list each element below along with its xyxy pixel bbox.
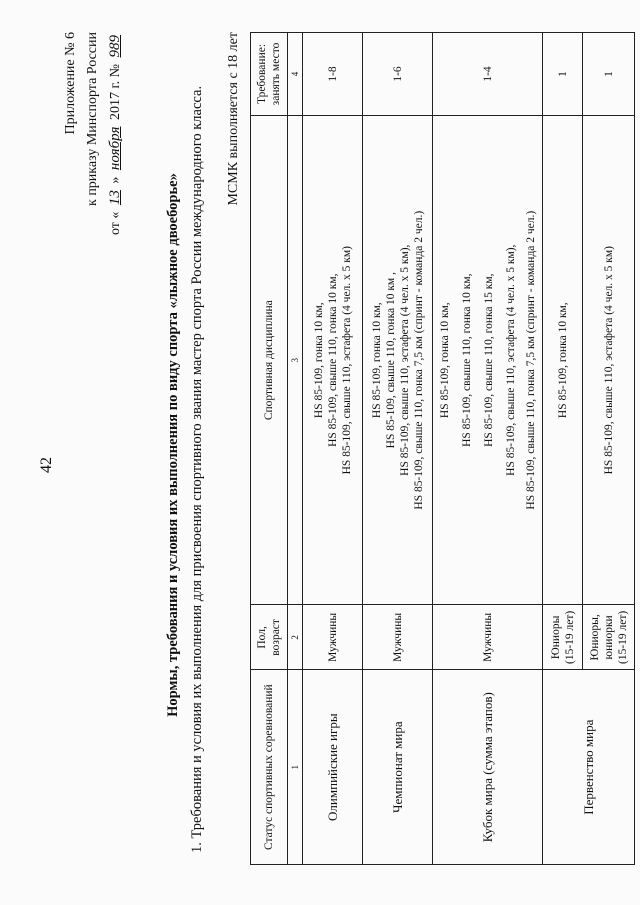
row-disciplines (543, 115, 583, 604)
row-place: 1-6 (363, 33, 433, 116)
discipline-item: HS 85-109, гонка 10 км, (370, 302, 383, 419)
header-gender-age: Пол, возраст (251, 605, 288, 670)
row-disciplines (583, 115, 635, 604)
header-discipline: Спортивная дисциплина (251, 115, 288, 604)
table-row (433, 33, 543, 865)
discipline-item: HS 85-109, гонка 10 км, (556, 302, 569, 419)
document-title: Нормы, требования и условия их выполнения по виду спорта «лыжное двоеборье» (165, 173, 181, 717)
order-date-mid: » (108, 176, 123, 184)
discipline-item: HS 85-109, свыше 110, гонка 7,5 км (спринт - команда 2 чел.) (524, 210, 537, 510)
discipline-item: HS 85-109, свыше 110, эстафета (4 чел. х 5 км) (602, 246, 615, 475)
appendix-line-2: к приказу Минспорта России (85, 32, 100, 206)
row-status: Первенство мира (543, 670, 635, 865)
discipline-item: HS 85-109, свыше 110, гонка 7,5 км (спринт - команда 2 чел.) (412, 210, 425, 510)
table-row (363, 33, 433, 865)
col-number: 3 (288, 115, 303, 604)
order-year: 2017 г. № (108, 64, 123, 121)
norms-table (250, 32, 635, 865)
col-number: 2 (288, 605, 303, 670)
row-status: Чемпионат мира (363, 670, 433, 865)
mcmk-age-note: МСМК выполняется с 18 лет (226, 32, 241, 206)
row-place: 1-4 (433, 33, 543, 116)
order-day-handwritten: 13 (107, 190, 123, 206)
order-number-handwritten: 989 (107, 35, 123, 58)
order-date-prefix: от « (108, 211, 123, 236)
order-month-handwritten: ноября (107, 126, 123, 171)
header-status: Статус спортивных соревнований (251, 670, 288, 865)
row-disciplines (363, 115, 433, 604)
section-paragraph: 1. Требования и условия их выполнения для присвоения спортивного звания мастер спорта России международного класса. (189, 85, 205, 853)
appendix-line-1: Приложение № 6 (63, 32, 78, 135)
row-status: Олимпийские игры (303, 670, 363, 865)
row-gender: Юниоры (15-19 лет) (543, 605, 583, 670)
discipline-item: HS 85-109, свыше 110, эстафета (4 чел. х 5 км) (340, 246, 353, 475)
row-place: 1 (583, 33, 635, 116)
discipline-item: HS 85-109, свыше 110, эстафета (4 чел. х 5 км), (504, 244, 517, 476)
discipline-item: HS 85-109, свыше 110, эстафета (4 чел. х 5 км), (398, 244, 411, 476)
table-column-numbers-row (288, 33, 303, 865)
row-gender: Мужчины (303, 605, 363, 670)
table-row (543, 33, 583, 865)
page-number: 42 (38, 457, 55, 473)
row-place: 1-8 (303, 33, 363, 116)
table-row (303, 33, 363, 865)
discipline-item: HS 85-109, свыше 110, гонка 15 км, (482, 273, 495, 447)
row-gender: Мужчины (363, 605, 433, 670)
discipline-item: HS 85-109, гонка 10 км, (438, 302, 451, 419)
col-number: 1 (288, 670, 303, 865)
row-gender: Юниоры, юниорки (15-19 лет) (583, 605, 635, 670)
row-place: 1 (543, 33, 583, 116)
appendix-header (60, 32, 127, 362)
table-header-row (251, 33, 288, 865)
appendix-line-3 (104, 32, 127, 362)
col-number: 4 (288, 33, 303, 116)
header-place: Требование: занять место (251, 33, 288, 116)
row-gender: Мужчины (433, 605, 543, 670)
row-disciplines (433, 115, 543, 604)
row-status: Кубок мира (сумма этапов) (433, 670, 543, 865)
discipline-item: HS 85-109, свыше 110, гонка 10 км, (326, 273, 339, 447)
discipline-item: HS 85-109, свыше 110, гонка 10 км, (460, 273, 473, 447)
discipline-item: HS 85-109, свыше 110, гонка 10 км , (384, 272, 397, 449)
row-disciplines (303, 115, 363, 604)
discipline-item: HS 85-109, гонка 10 км, (312, 302, 325, 419)
